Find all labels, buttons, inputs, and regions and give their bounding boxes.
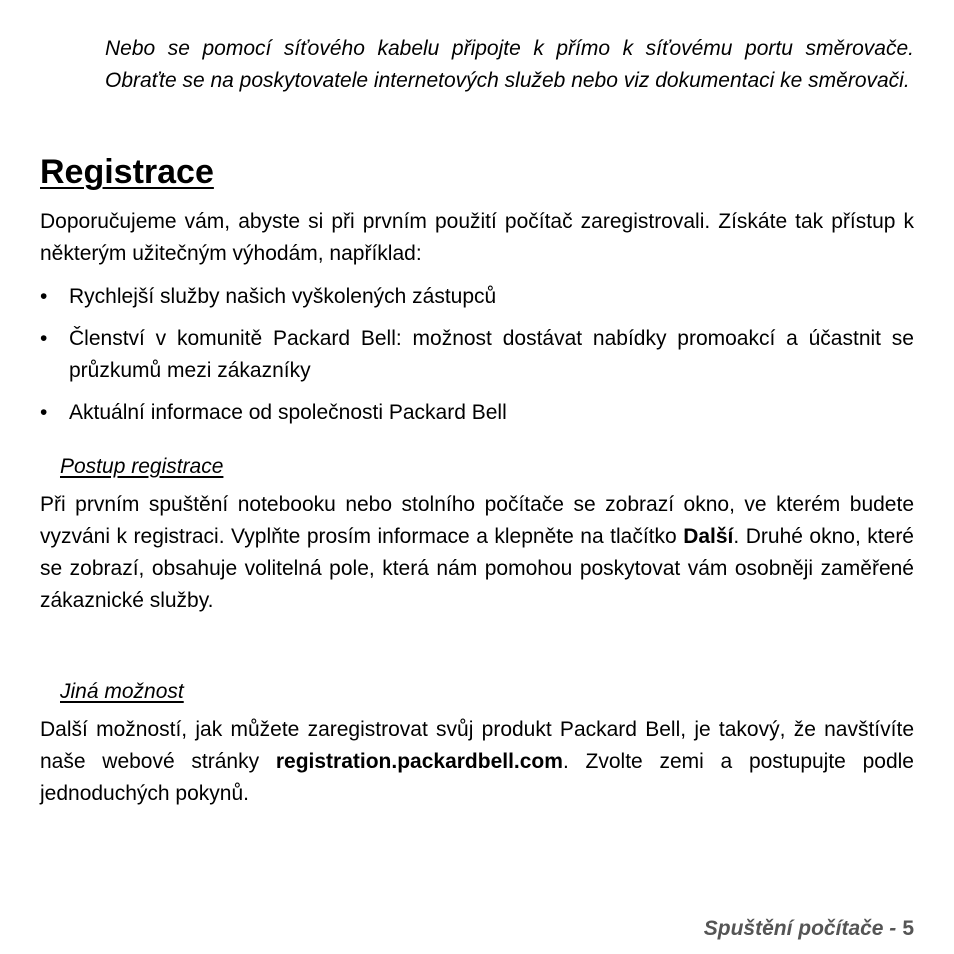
bullet-icon: • xyxy=(40,401,48,424)
footer-section-name: Spuštění počítače - xyxy=(703,917,897,940)
registration-website: registration.packardbell.com xyxy=(275,750,563,773)
benefits-list xyxy=(40,281,914,439)
intro-note: Nebo se pomocí síťového kabelu připojte k přímo k síťovému portu směrovače. Obraťte se na poskytovatele internetových služeb nebo viz dokumentaci ke směrovači. xyxy=(105,37,914,92)
alternative-text-end: . Zvolte zemi a postupujte podle jednoduchých pokynů. xyxy=(40,750,914,805)
procedure-text xyxy=(40,489,914,617)
page-footer xyxy=(704,914,914,944)
list-item-text: Aktuální informace od společnosti Packard Bell xyxy=(69,401,507,424)
bullet-icon: • xyxy=(40,327,48,350)
section-title: Registrace xyxy=(40,153,214,191)
list-item-text: Členství v komunitě Packard Bell: možnost dostávat nabídky promoakcí a účastnit se průzkumů mezi zákazníky xyxy=(69,327,914,382)
procedure-title: Postup registrace xyxy=(60,455,224,478)
procedure-text-end: . Druhé okno, které se zobrazí, obsahuje volitelná pole, která nám pomohou poskytovat vám osobněji zaměřené zákaznické služby. xyxy=(40,525,914,612)
bullet-icon: • xyxy=(40,285,48,308)
page-number: 5 xyxy=(902,917,914,940)
procedure-text-start: Při prvním spuštění notebooku nebo stolního počítače se zobrazí okno, ve kterém budete vyzváni k registraci. Vyplňte prosím informace a klepněte na tlačítko xyxy=(40,493,914,548)
next-button-label: Další xyxy=(683,525,734,548)
list-item-text: Rychlejší služby našich vyškolených zástupců xyxy=(69,285,497,308)
section-intro: Doporučujeme vám, abyste si při prvním použití počítač zaregistrovali. Získáte tak přístup k některým užitečným výhodám, například: xyxy=(40,210,914,265)
list-item xyxy=(40,281,914,313)
list-item xyxy=(40,397,914,429)
alternative-text xyxy=(40,714,914,810)
list-item xyxy=(40,323,914,387)
alternative-title: Jiná možnost xyxy=(60,680,184,703)
alternative-text-start: Další možností, jak můžete zaregistrovat svůj produkt Packard Bell, je takový, že navštívíte naše webové stránky xyxy=(40,718,914,773)
